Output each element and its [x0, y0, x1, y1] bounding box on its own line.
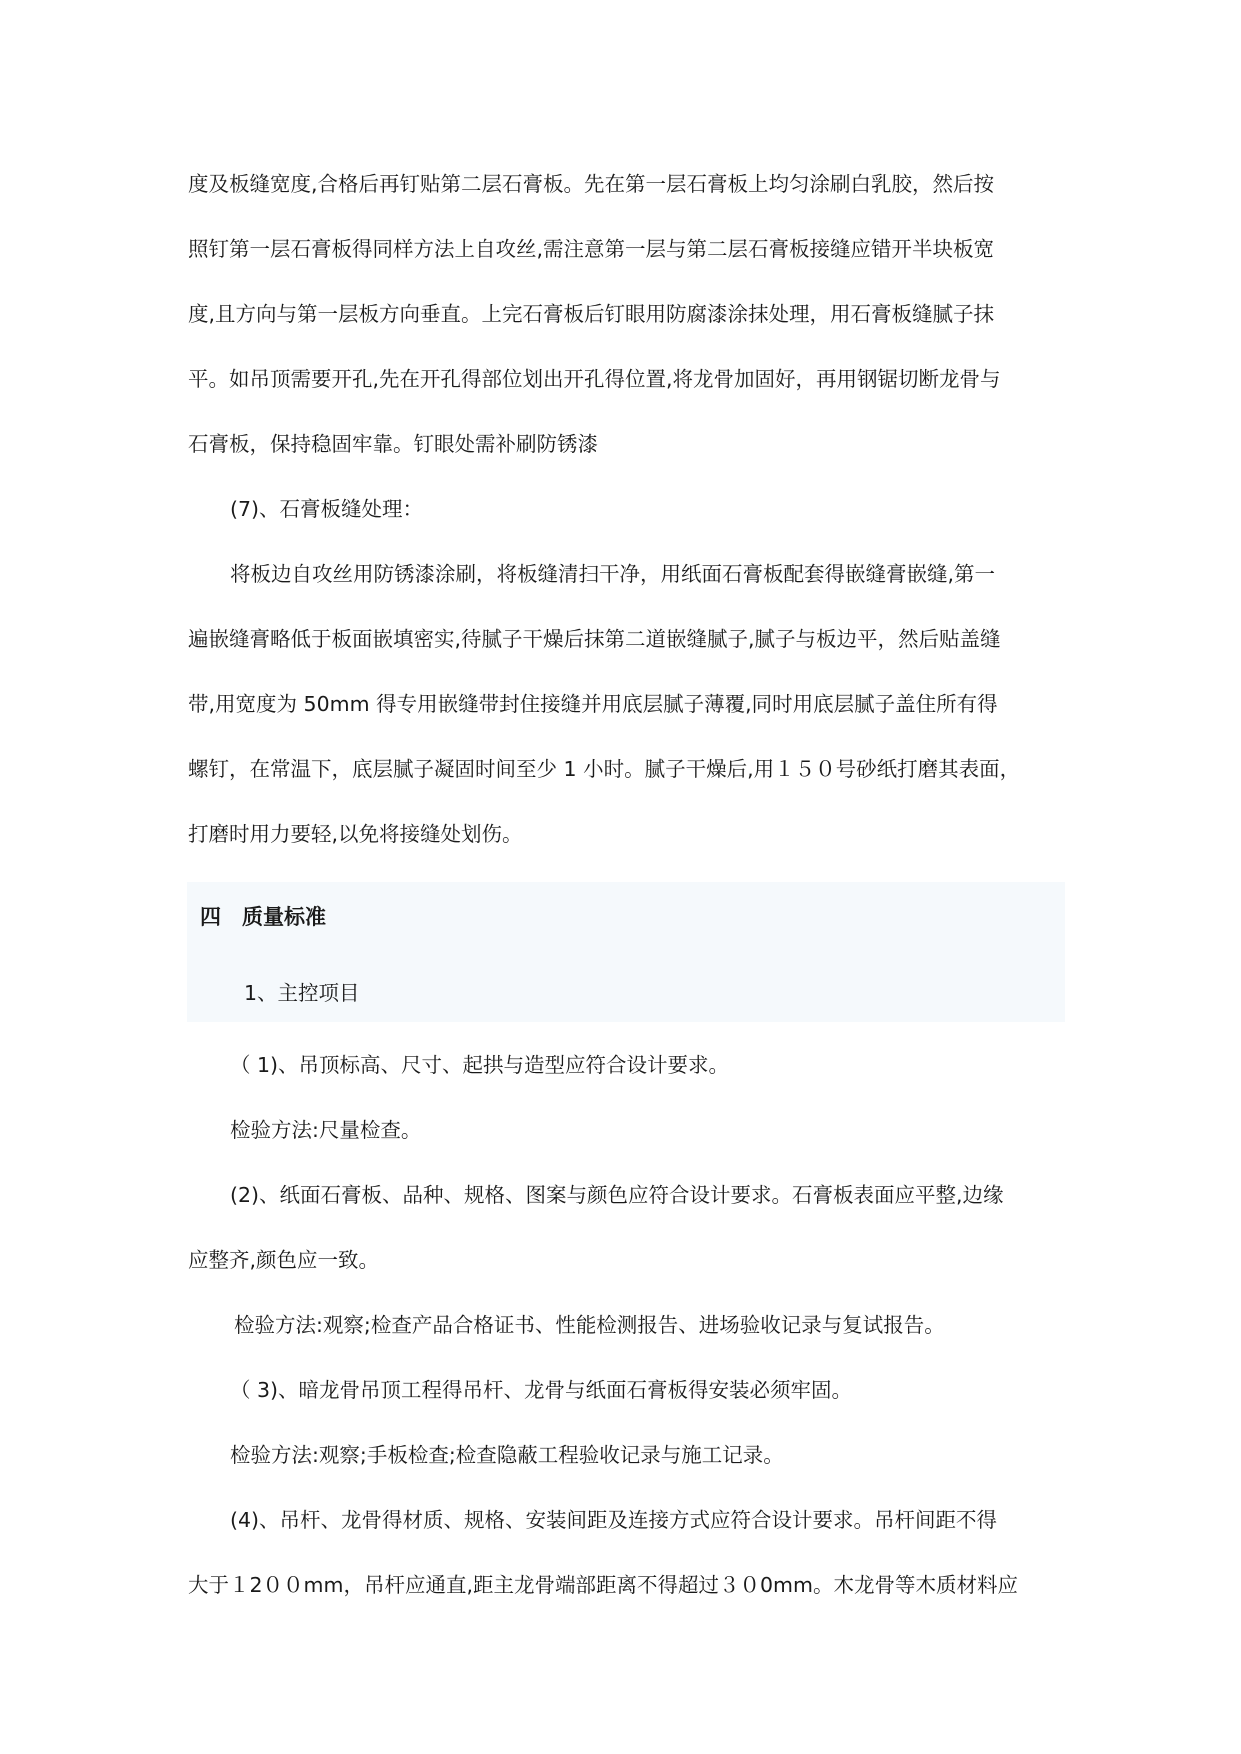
paragraph-line: 带,用宽度为 50mm 得专用嵌缝带封住接缝并用底层腻子薄覆,同时用底层腻子盖住所有得 — [188, 692, 998, 716]
item-4: (4)、吊杆、龙骨得材质、规格、安装间距及连接方式应符合设计要求。吊杆间距不得 — [230, 1508, 998, 1532]
section-heading: 四 质量标准 — [200, 905, 326, 929]
item-2: (2)、纸面石膏板、品种、规格、图案与颜色应符合设计要求。石膏板表面应平整,边缘 — [230, 1183, 1004, 1207]
item-1: （ 1)、吊顶标高、尺寸、起拱与造型应符合设计要求。 — [230, 1053, 730, 1077]
paragraph-line: 遍嵌缝膏略低于板面嵌填密实,待腻子干燥后抹第二道嵌缝腻子,腻子与板边平，然后贴盖缝 — [188, 627, 1001, 651]
item-2-cont: 应整齐,颜色应一致。 — [188, 1248, 380, 1272]
section-subheading: 1、主控项目 — [244, 981, 360, 1005]
item-3-method: 检验方法:观察;手板检查;检查隐蔽工程验收记录与施工记录。 — [230, 1443, 784, 1467]
paragraph-line: 度,且方向与第一层板方向垂直。上完石膏板后钉眼用防腐漆涂抹处理，用石膏板缝腻子抹 — [188, 302, 995, 326]
paragraph-line: 螺钉，在常温下，底层腻子凝固时间至少 1 小时。腻子干燥后,用１５０号砂纸打磨其表面， — [188, 757, 1021, 781]
paragraph-line: 度及板缝宽度,合格后再钉贴第二层石膏板。先在第一层石膏板上均匀涂刷白乳胶，然后按 — [188, 172, 995, 196]
item-4-cont: 大于１2００mm，吊杆应通直,距主龙骨端部距离不得超过３０0mm。木龙骨等木质材料应 — [188, 1573, 1018, 1597]
paragraph-line: 将板边自攻丝用防锈漆涂刷，将板缝清扫干净，用纸面石膏板配套得嵌缝膏嵌缝,第一 — [230, 562, 996, 586]
paragraph-line: 照钉第一层石膏板得同样方法上自攻丝,需注意第一层与第二层石膏板接缝应错开半块板宽 — [188, 237, 995, 261]
item-7-title: (7)、石膏板缝处理： — [230, 497, 424, 521]
item-1-method: 检验方法:尺量检查。 — [230, 1118, 422, 1142]
paragraph-line: 打磨时用力要轻,以免将接缝处划伤。 — [188, 822, 523, 846]
item-2-method: 检验方法:观察;检查产品合格证书、性能检测报告、进场验收记录与复试报告。 — [234, 1313, 945, 1337]
paragraph-line: 石膏板，保持稳固牢靠。钉眼处需补刷防锈漆 — [188, 432, 598, 456]
item-3: （ 3)、暗龙骨吊顶工程得吊杆、龙骨与纸面石膏板得安装必须牢固。 — [230, 1378, 853, 1402]
paragraph-line: 平。如吊顶需要开孔,先在开孔得部位划出开孔得位置,将龙骨加固好，再用钢锯切断龙骨与 — [188, 367, 1001, 391]
